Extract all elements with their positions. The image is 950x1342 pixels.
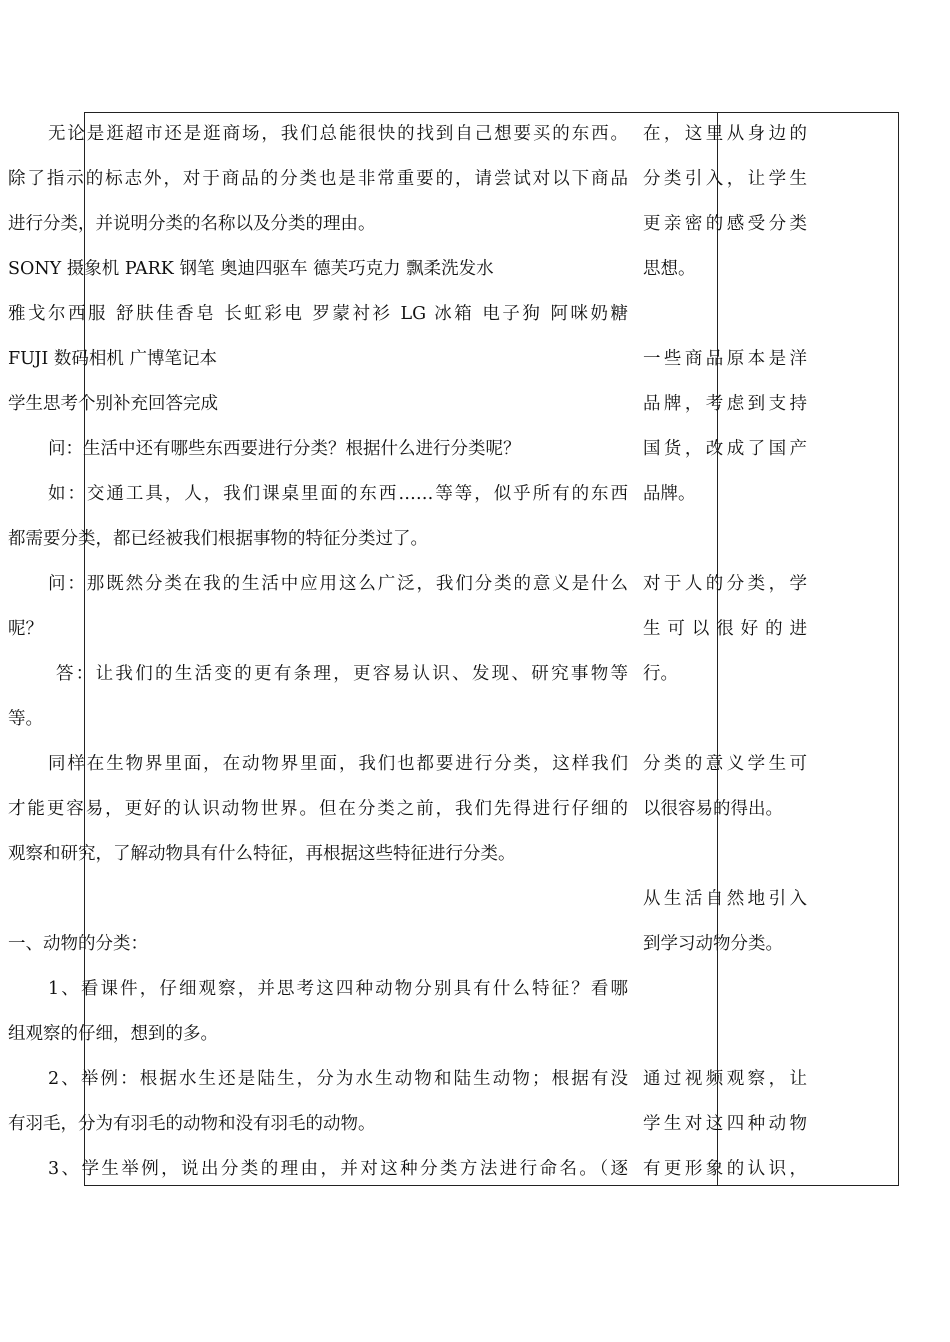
text-line: 2、举例：根据水生还是陆生，分为水生动物和陆生动物；根据有没 [48,1069,628,1089]
note-line: 国货，改成了国产 [643,439,807,459]
note-line: 从生活自然地引入 [643,889,807,909]
note-line: 品牌，考虑到支持 [643,394,807,414]
note-line: 对于人的分类，学 [643,574,807,594]
section-heading: 一、动物的分类： [8,934,148,954]
note-line: 分类引入，让学生 [643,169,807,189]
note-line: 一些商品原本是洋 [643,349,807,369]
text-line: SONY 摄象机 PARK 钢笔 奥迪四驱车 德芙巧克力 飘柔洗发水 [8,259,494,279]
text-line: FUJI 数码相机 广博笔记本 [8,349,217,369]
text-line: 呢？ [8,619,43,639]
text-line: 雅戈尔西服 舒肤佳香皂 长虹彩电 罗蒙衬衫 LG 冰箱 电子狗 阿咪奶糖 [8,304,628,324]
text-line: 无论是逛超市还是逛商场，我们总能很快的找到自己想要买的东西。 [48,124,628,144]
text-line: 问：那既然分类在我的生活中应用这么广泛，我们分类的意义是什么 [48,574,628,594]
note-line: 更亲密的感受分类 [643,214,807,234]
text-line: 1、看课件，仔细观察，并思考这四种动物分别具有什么特征？看哪 [48,979,628,999]
text-line: 组观察的仔细，想到的多。 [8,1024,218,1044]
note-line: 有更形象的认识， [643,1159,807,1179]
text-line: 3、学生举例，说出分类的理由，并对这种分类方法进行命名。（逐 [48,1159,628,1179]
text-line: 才能更容易，更好的认识动物世界。但在分类之前，我们先得进行仔细的 [8,799,628,819]
text-line: 观察和研究，了解动物具有什么特征，再根据这些特征进行分类。 [8,844,516,864]
note-line: 通过视频观察，让 [643,1069,807,1089]
note-line: 以很容易的得出。 [643,799,783,819]
text-line: 除了指示的标志外，对于商品的分类也是非常重要的，请尝试对以下商品 [8,169,628,189]
text-line: 如：交通工具，人，我们课桌里面的东西……等等，似乎所有的东西 [48,484,628,504]
text-line: 有羽毛，分为有羽毛的动物和没有羽毛的动物。 [8,1114,376,1134]
text-line: 答：让我们的生活变的更有条理，更容易认识、发现、研究事物等 [56,664,628,684]
note-line: 学生对这四种动物 [643,1114,807,1134]
note-line: 分类的意义学生可 [643,754,807,774]
text-line: 都需要分类，都已经被我们根据事物的特征分类过了。 [8,529,428,549]
text-line: 学生思考个别补充回答完成 [8,394,218,414]
text-line: 问：生活中还有哪些东西要进行分类？根据什么进行分类呢？ [48,439,521,459]
note-line: 品牌。 [643,484,696,504]
note-line: 行。 [643,664,678,684]
note-line: 在，这里从身边的 [643,124,807,144]
text-line: 同样在生物界里面，在动物界里面，我们也都要进行分类，这样我们 [48,754,628,774]
text-line: 等。 [8,709,43,729]
note-line: 思想。 [643,259,696,279]
text-line: 进行分类，并说明分类的名称以及分类的理由。 [8,214,376,234]
note-line: 生可以很好的进 [643,619,807,639]
note-line: 到学习动物分类。 [643,934,783,954]
